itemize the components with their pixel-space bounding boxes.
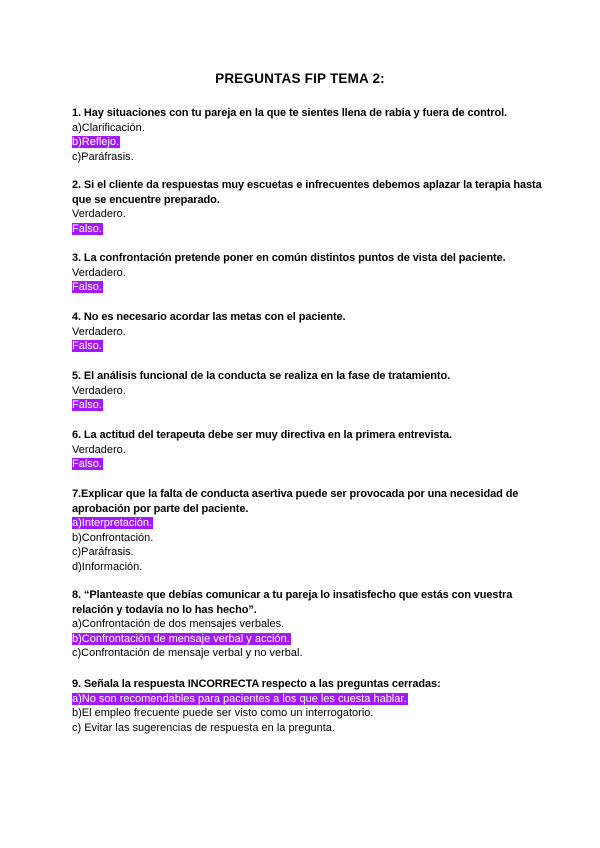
question-text: 2. Si el cliente da respuestas muy escuetas e infrecuentes debemos aplazar la terapia hasta que se encuentre preparado. <box>72 179 542 206</box>
question-text: 8. “Planteaste que debías comunicar a tu pareja lo insatisfecho que estás con vuestra relación y todavía no lo has hecho”. <box>72 589 513 616</box>
question-text: 6. La actitud del terapeuta debe ser muy directiva en la primera entrevista. <box>72 429 452 441</box>
answer-option: b)El empleo frecuente puede ser visto como un interrogatorio. <box>72 707 374 719</box>
question-4 <box>72 310 542 354</box>
answer-option-highlighted: Falso. <box>72 281 102 293</box>
answer-option: d)Información. <box>72 560 143 573</box>
question-text: 9. Señala la respuesta INCORRECTA respecto a las preguntas cerradas: <box>72 678 441 690</box>
answer-option: c)Paráfrasis. <box>72 150 134 163</box>
answer-option: Verdadero. <box>72 208 126 220</box>
question-1 <box>72 106 542 164</box>
answer-option-highlighted: Falso. <box>72 340 102 352</box>
question-text: 5. El análisis funcional de la conducta se realiza en la fase de tratamiento. <box>72 370 451 382</box>
question-text: 3. La confrontación pretende poner en común distintos puntos de vista del paciente. <box>72 252 506 264</box>
answer-option: Verdadero. <box>72 443 126 456</box>
answer-option-highlighted: Falso. <box>72 399 102 411</box>
question-2 <box>72 178 542 236</box>
question-7 <box>72 487 542 574</box>
answer-option: Verdadero. <box>72 266 126 279</box>
answer-option-highlighted: a)Interpretación. <box>72 517 153 529</box>
answer-option: a)Confrontación de dos mensajes verbales. <box>72 618 285 630</box>
answer-option-highlighted: b)Reflejo. <box>72 136 120 148</box>
question-text: 1. Hay situaciones con tu pareja en la que te sientes llena de rabia y fuera de control. <box>72 107 508 119</box>
answer-option: c)Paráfrasis. <box>72 546 134 558</box>
answer-option: c) Evitar las sugerencias de respuesta en la pregunta. <box>72 721 335 734</box>
answer-option: b)Confrontación. <box>72 531 154 544</box>
answer-option-highlighted: Falso. <box>72 458 102 470</box>
answer-option: Verdadero. <box>72 384 126 397</box>
question-5 <box>72 369 542 413</box>
page-title: PREGUNTAS FIP TEMA 2: <box>215 71 385 86</box>
question-6 <box>72 428 542 472</box>
answer-option: a)Clarificación. <box>72 121 145 134</box>
answer-option-highlighted: b)Confrontación de mensaje verbal y acción. <box>72 632 290 645</box>
question-8 <box>72 588 542 661</box>
answer-option-highlighted: Falso. <box>72 222 102 235</box>
question-9 <box>72 677 542 735</box>
question-text: 4. No es necesario acordar las metas con el paciente. <box>72 311 346 323</box>
answer-option-highlighted: a)No son recomendables para pacientes a los que les cuesta hablar. <box>72 692 407 705</box>
question-3 <box>72 251 542 295</box>
answer-option: Verdadero. <box>72 325 126 338</box>
answer-option: c)Confrontación de mensaje verbal y no verbal. <box>72 647 303 659</box>
question-text: 7.Explicar que la falta de conducta asertiva puede ser provocada por una necesidad de aprobación por parte del paciente. <box>72 488 519 515</box>
